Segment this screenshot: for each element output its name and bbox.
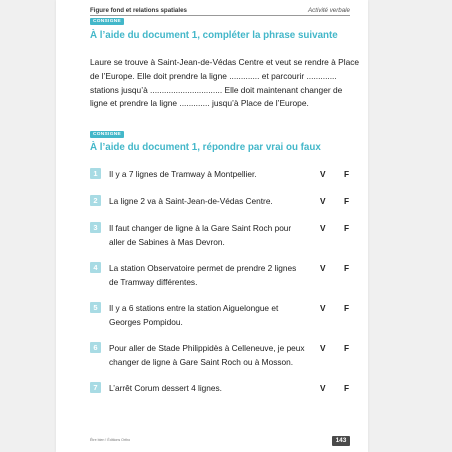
question-line: de Tramway différentes. [109, 276, 198, 287]
paragraph-line: de l’Europe. Elle doit prendre la ligne ............. et parcourir ............. [90, 70, 337, 81]
header-divider [90, 15, 350, 16]
question-number: 3 [90, 222, 101, 233]
consigne-tag-2: CONSIGNE [90, 131, 124, 138]
question-line: Il y a 7 lignes de Tramway à Montpellier. [109, 169, 257, 179]
consigne-tag-1: CONSIGNE [90, 18, 124, 25]
question-text [109, 302, 307, 330]
question-number: 7 [90, 382, 101, 393]
question-line: Georges Pompidou. [109, 316, 183, 327]
section1-title: À l’aide du document 1, compléter la phrase suivante [90, 30, 338, 41]
question-text [109, 342, 307, 370]
true-option[interactable]: V [320, 263, 326, 273]
question-line: changer de ligne à Gare Saint Roch ou à Mosson. [109, 356, 294, 367]
true-option[interactable]: V [320, 303, 326, 313]
false-option[interactable]: F [344, 383, 350, 393]
question-text [109, 222, 307, 250]
paragraph-line: ligne et prendre la ligne ............. jusqu’à Place de l’Europe. [90, 98, 309, 109]
question-number: 4 [90, 262, 101, 273]
paragraph-line: Laure se trouve à Saint-Jean-de-Védas Centre et veut se rendre à Place [90, 57, 360, 67]
question-line: Il faut changer de ligne à la Gare Saint Roch pour [109, 223, 292, 233]
question-text [109, 382, 307, 396]
true-option[interactable]: V [320, 223, 326, 233]
false-option[interactable]: F [344, 263, 350, 273]
header-activity: Activité verbale [308, 7, 350, 14]
question-number: 2 [90, 195, 101, 206]
question-text [109, 195, 307, 209]
question-number: 5 [90, 302, 101, 313]
footer-publisher: Être bien ! Éditions Ortho [90, 438, 131, 442]
false-option[interactable]: F [344, 303, 350, 313]
fill-in-paragraph [90, 56, 360, 111]
false-option[interactable]: F [344, 343, 350, 353]
document-page [56, 0, 368, 452]
question-number: 1 [90, 168, 101, 179]
section2-title: À l’aide du document 1, répondre par vrai ou faux [90, 142, 321, 153]
true-option[interactable]: V [320, 169, 326, 179]
header-topic: Figure fond et relations spatiales [90, 7, 187, 14]
question-line: Il y a 6 stations entre la station Aiguelongue et [109, 303, 279, 313]
question-number: 6 [90, 342, 101, 353]
question-line: La ligne 2 va à Saint-Jean-de-Védas Centre. [109, 196, 273, 206]
paragraph-line: stations jusqu’à ............................... Elle doit maintenant changer de [90, 84, 343, 95]
false-option[interactable]: F [344, 223, 350, 233]
true-option[interactable]: V [320, 196, 326, 206]
false-option[interactable]: F [344, 196, 350, 206]
question-line: La station Observatoire permet de prendre 2 lignes [109, 263, 297, 273]
true-option[interactable]: V [320, 383, 326, 393]
question-text [109, 262, 307, 290]
question-line: L’arrêt Corum dessert 4 lignes. [109, 383, 222, 393]
true-option[interactable]: V [320, 343, 326, 353]
question-line: Pour aller de Stade Philippidès à Celleneuve, je peux [109, 343, 305, 353]
question-line: aller de Sabines à Mas Devron. [109, 236, 225, 247]
page-number: 143 [332, 436, 350, 446]
question-text [109, 168, 307, 182]
false-option[interactable]: F [344, 169, 350, 179]
